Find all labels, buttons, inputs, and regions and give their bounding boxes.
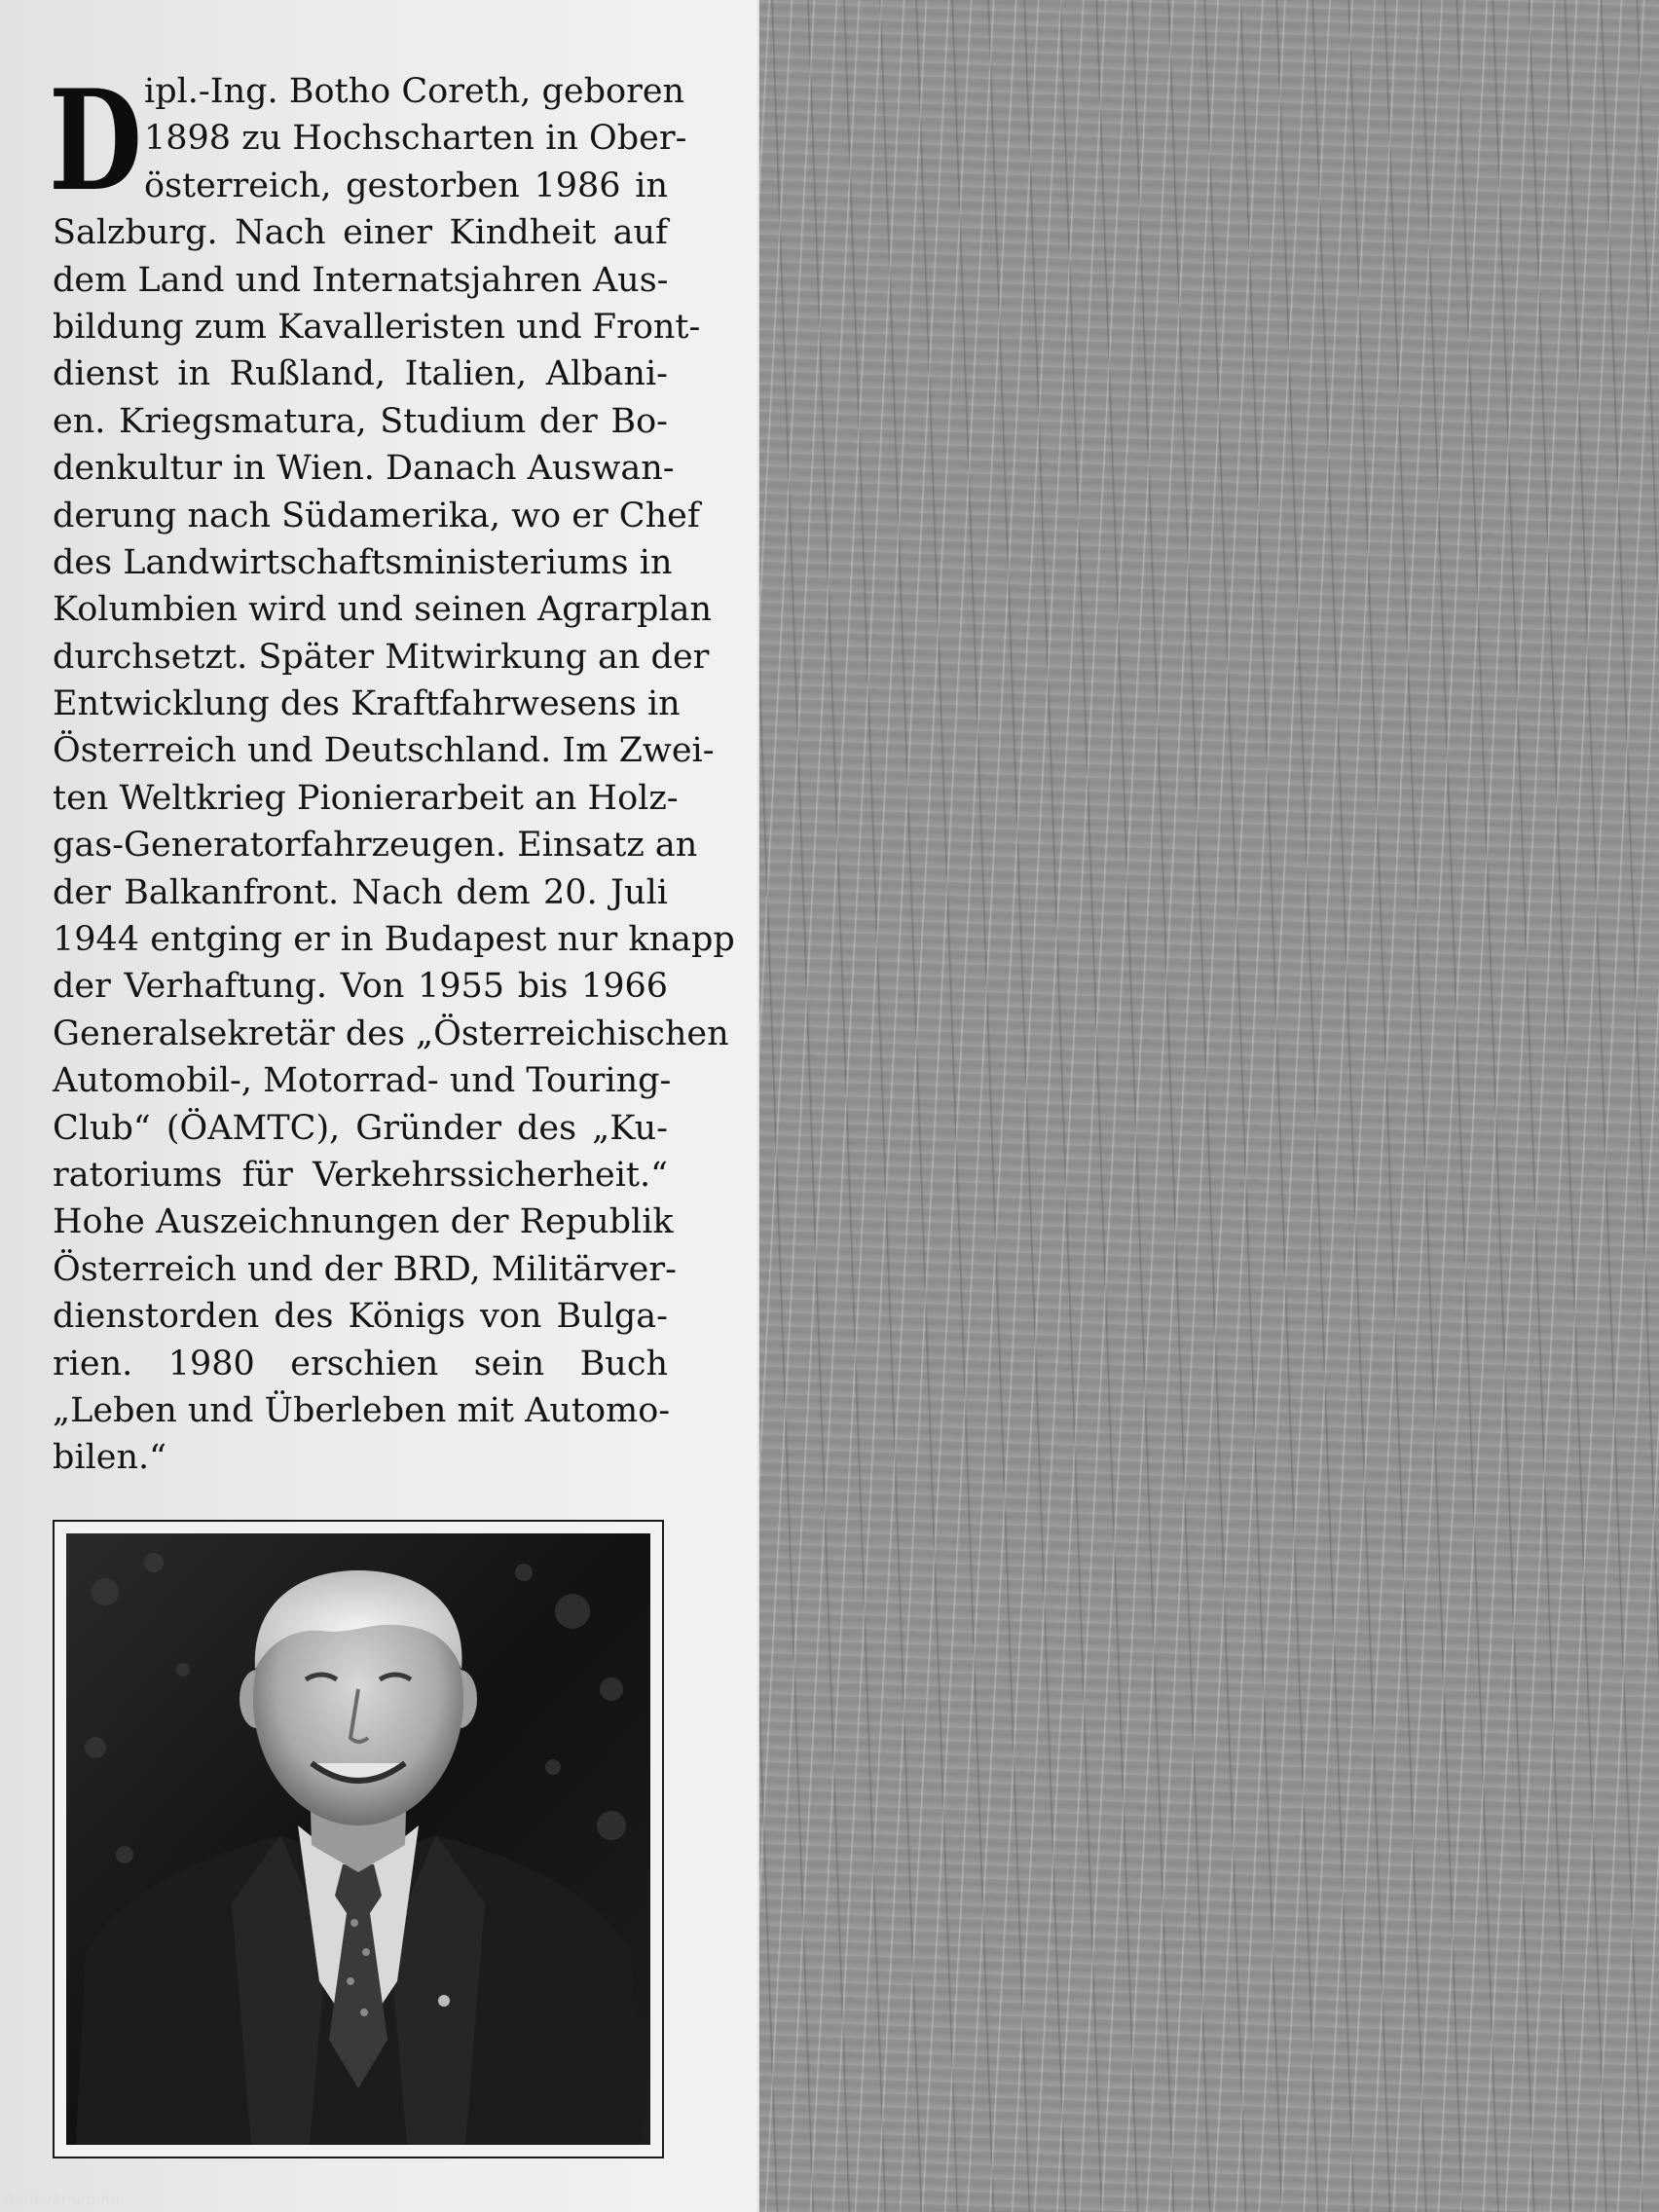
bio-line: ratoriums für Verkehrssicherheit.“ [53, 1155, 668, 1195]
bio-line: des Landwirtschaftsministeriums in [53, 542, 673, 582]
author-photo-frame [53, 1520, 664, 2158]
bio-line: derung nach Südamerika, wo er Chef [53, 496, 700, 535]
bio-line: 1898 zu Hochscharten in Ober- [144, 119, 687, 159]
bio-line: Salzburg. Nach einer Kindheit auf [53, 213, 668, 253]
bio-line: österreich, gestorben 1986 in [144, 166, 668, 205]
bio-line: en. Kriegsmatura, Studium der Bo- [53, 401, 668, 441]
bio-line: ten Weltkrieg Pionierarbeit an Holz- [53, 778, 679, 818]
bio-line: ipl.-Ing. Botho Coreth, geboren [144, 72, 685, 111]
book-flap [0, 0, 757, 2212]
bio-line: bilen.“ [53, 1438, 167, 1478]
bio-line: Entwicklung des Kraftfahrwesens in [53, 684, 681, 724]
textured-endpaper [759, 0, 1659, 2212]
portrait-illustration [66, 1533, 650, 2145]
bio-line: dienstorden des Königs von Bulga- [53, 1297, 668, 1337]
drop-cap: D [49, 60, 143, 222]
bio-line: Club“ (ÖAMTC), Gründer des „Ku- [53, 1108, 668, 1148]
bio-line: Generalsekretär des „Österreichischen [53, 1014, 729, 1053]
bio-line: Hohe Auszeichnungen der Republik [53, 1202, 674, 1242]
bio-line: dienst in Rußland, Italien, Albani- [53, 354, 668, 394]
bio-line: Automobil-, Motorrad- und Touring- [53, 1061, 672, 1101]
watermark: Antikvárium.hu [4, 2191, 121, 2208]
bio-line: Österreich und der BRD, Militärver- [53, 1249, 677, 1289]
bio-line: 1944 entging er in Budapest nur knapp [53, 920, 735, 960]
bio-line: denkultur in Wien. Danach Auswan- [53, 449, 675, 489]
author-photo [66, 1533, 650, 2145]
bio-line: durchsetzt. Später Mitwirkung an der [53, 637, 710, 677]
bio-line: gas-Generatorfahrzeugen. Einsatz an [53, 826, 698, 866]
bio-line: bildung zum Kavalleristen und Front- [53, 307, 701, 347]
bio-line: der Balkanfront. Nach dem 20. Juli [53, 872, 668, 912]
bio-line: rien. 1980 erschien sein Buch [53, 1344, 668, 1383]
bio-line: der Verhaftung. Von 1955 bis 1966 [53, 967, 668, 1007]
bio-line: Österreich und Deutschland. Im Zwei- [53, 731, 715, 771]
bio-line: dem Land und Internatsjahren Aus- [53, 260, 669, 300]
bio-line: „Leben und Überleben mit Automo- [53, 1390, 671, 1430]
bio-line: Kolumbien wird und seinen Agrarplan [53, 590, 713, 630]
author-biography [53, 68, 735, 1482]
